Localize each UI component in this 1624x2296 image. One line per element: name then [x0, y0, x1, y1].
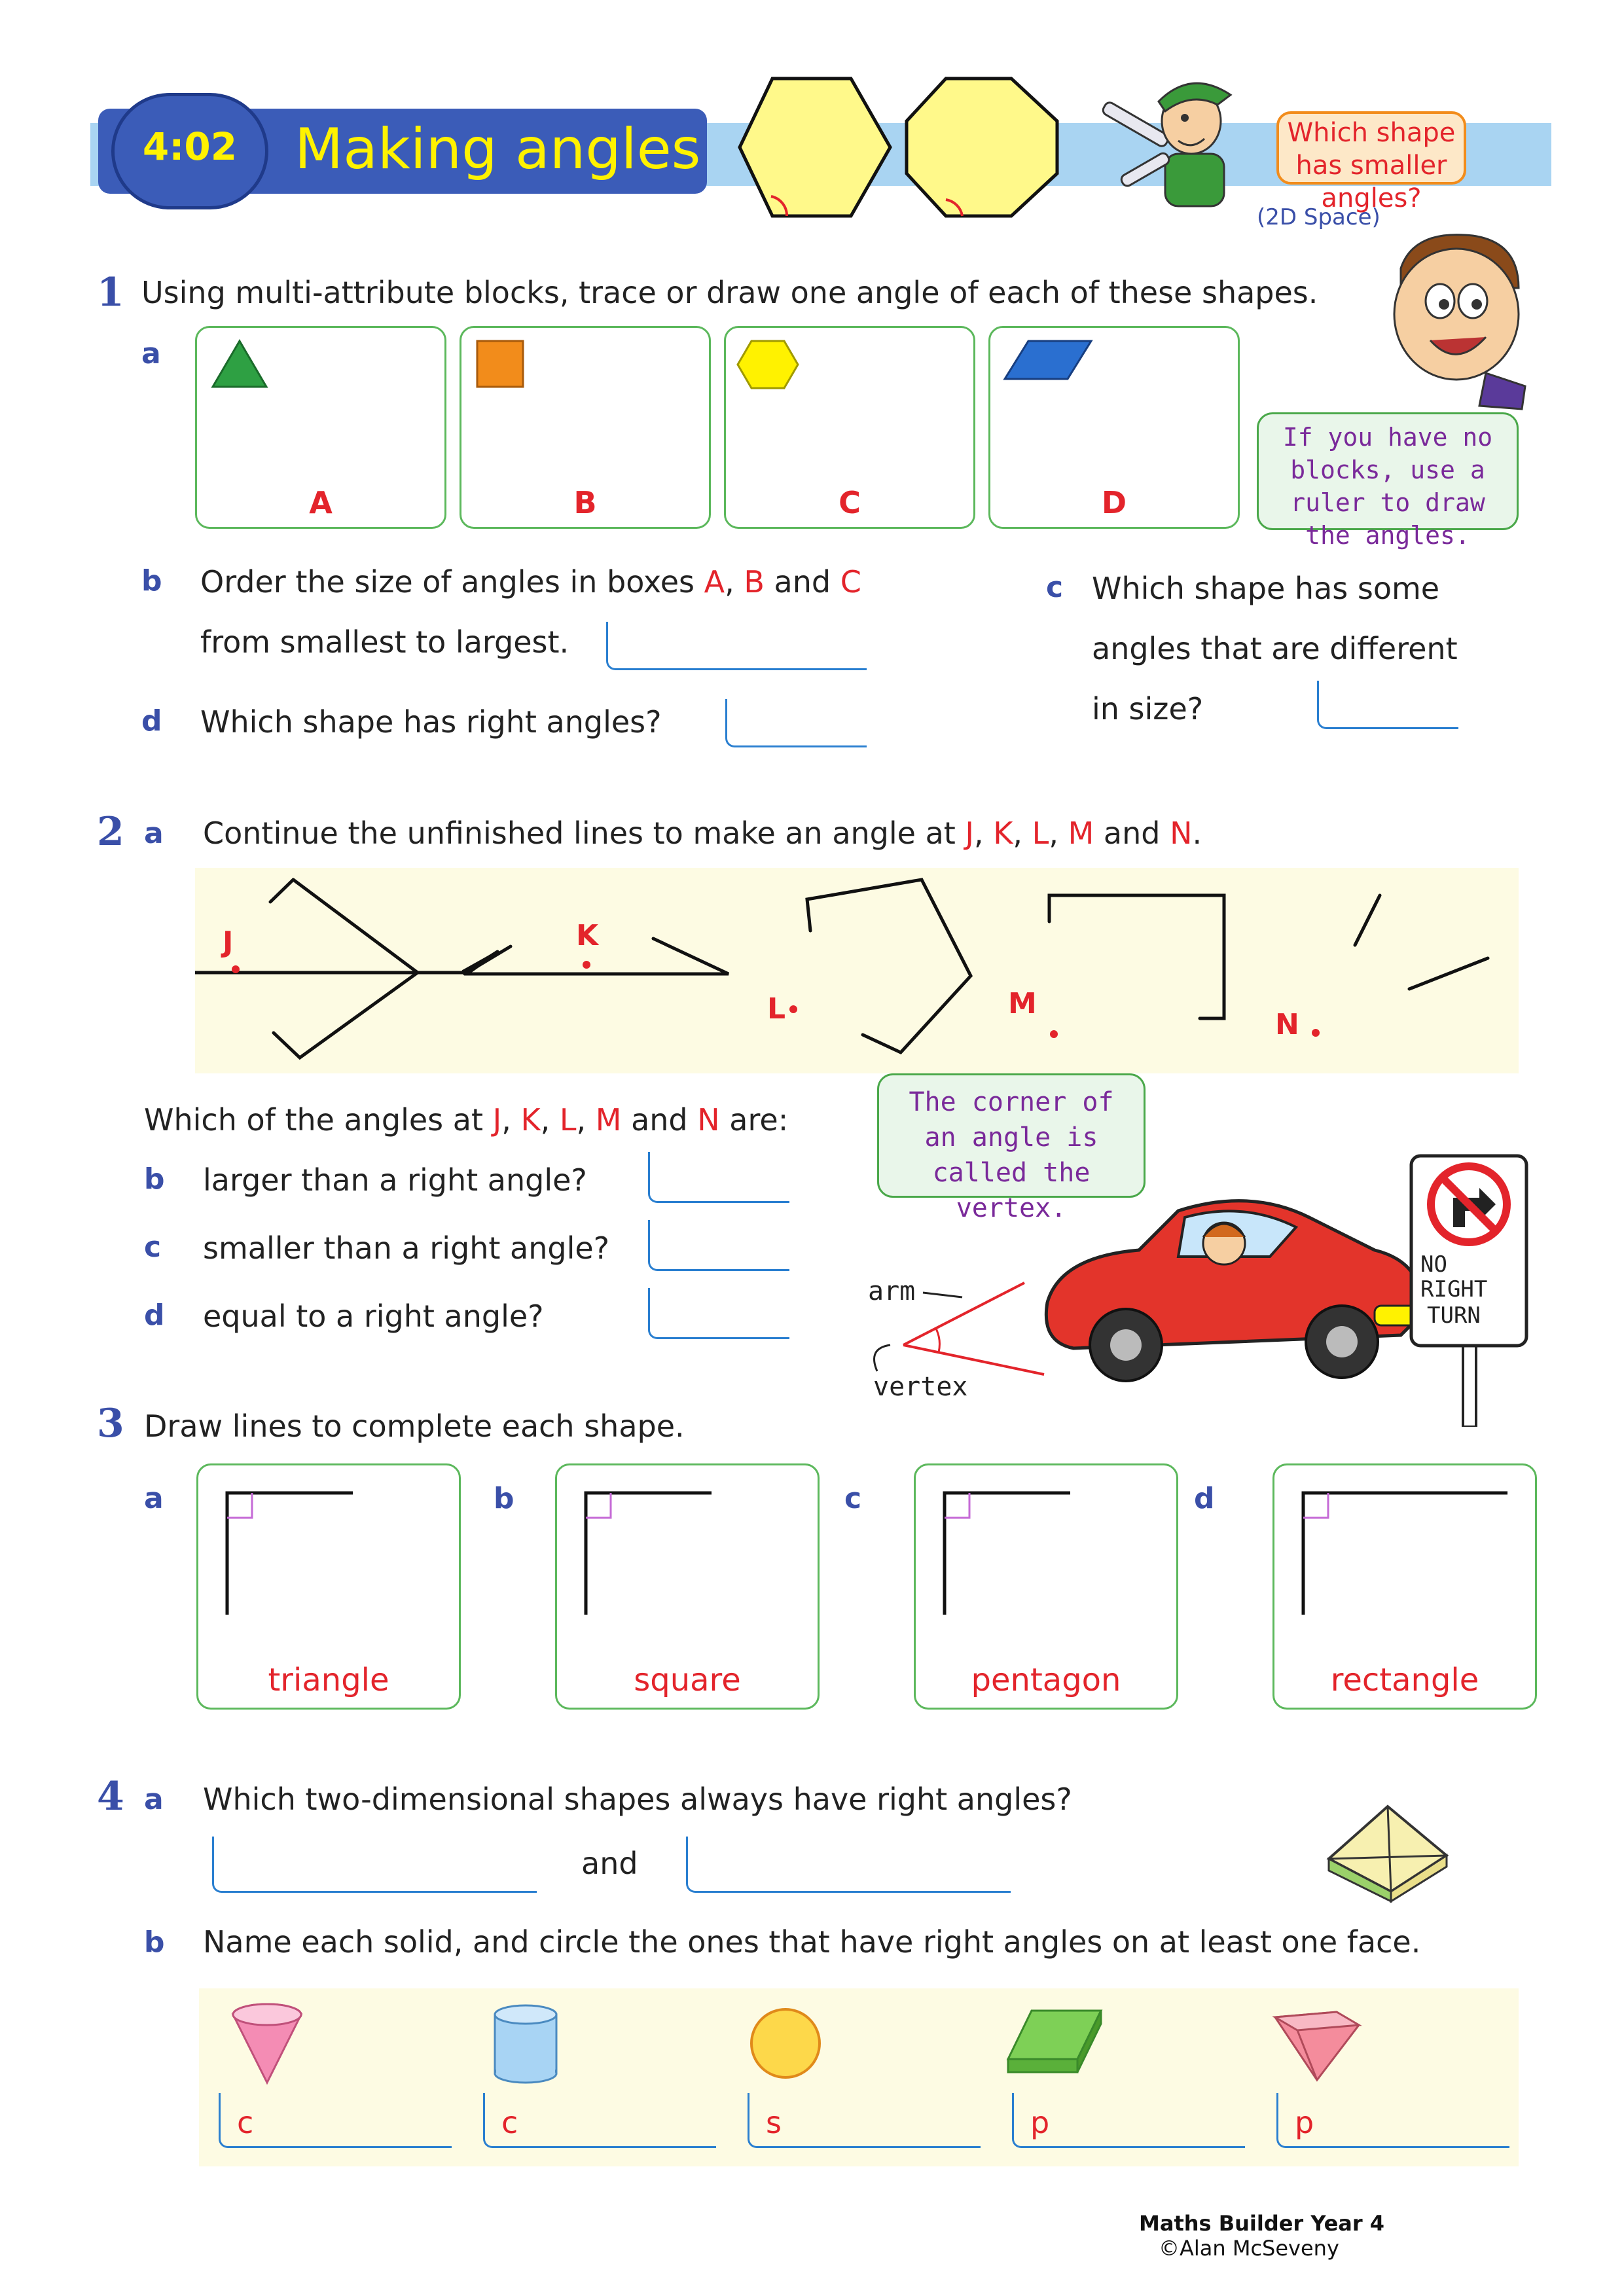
- lesson-code: 4:02: [142, 124, 238, 169]
- point-l: [789, 1005, 797, 1013]
- footer-book-title: Maths Builder Year 4: [1139, 2211, 1385, 2236]
- right-angle-start: [225, 1490, 355, 1621]
- prism-icon: [1005, 2007, 1104, 2079]
- drawing-box-c[interactable]: [724, 326, 975, 529]
- solid-hint-cylinder: c: [501, 2105, 518, 2140]
- q4-part-b-label: b: [144, 1926, 165, 1959]
- strand-label: (2D Space): [1257, 204, 1380, 230]
- q1-part-d-label: d: [141, 704, 162, 738]
- point-k: [583, 961, 590, 969]
- hexagon-block-icon: [735, 338, 801, 391]
- q2-a-end: .: [1192, 816, 1202, 851]
- q1-c-line1: Which shape has some: [1092, 571, 1440, 606]
- shape-box-triangle[interactable]: [196, 1463, 461, 1710]
- point-n: [1312, 1029, 1320, 1037]
- parallelogram-block-icon: [1002, 338, 1094, 384]
- q2-which-k: K: [520, 1102, 541, 1138]
- triangle-block-icon: [210, 338, 269, 391]
- q1-part-a-label: a: [141, 337, 161, 370]
- q2-which-sep-3: ,: [576, 1102, 596, 1138]
- q1-c-answer-field[interactable]: [1317, 681, 1458, 729]
- solid-hint-pyramid: p: [1295, 2105, 1314, 2140]
- header-polygons: [733, 65, 1074, 229]
- q1-b-question-line2: from smallest to largest.: [200, 624, 569, 660]
- q4-a-answer-field-1[interactable]: [212, 1837, 537, 1893]
- q1-b-box-a: A: [704, 564, 725, 600]
- q2-a-letter-n: N: [1170, 816, 1193, 851]
- q2-which-j: J: [492, 1102, 502, 1138]
- angle-n-line-1: [1355, 895, 1380, 945]
- box-label-d: D: [1101, 485, 1127, 520]
- q2-which-n: N: [697, 1102, 720, 1138]
- q1-b-box-b: B: [744, 564, 765, 600]
- boy-with-pencil-illustration: [1080, 65, 1270, 223]
- q4-a-question: Which two-dimensional shapes always have right angles?: [203, 1782, 1072, 1817]
- q2-b-question: larger than a right angle?: [203, 1162, 587, 1198]
- solid-answer-field-cylinder[interactable]: [483, 2093, 716, 2148]
- cone-icon: [228, 2001, 306, 2087]
- car-driver-illustration: [1034, 1191, 1440, 1388]
- sandwich-illustration: [1316, 1793, 1460, 1905]
- q2-c-answer-field[interactable]: [648, 1220, 789, 1271]
- point-j-label: J: [223, 925, 234, 959]
- point-m-label: M: [1008, 987, 1037, 1020]
- q2-a-sep-2: ,: [1013, 816, 1032, 851]
- q4-a-and: and: [581, 1846, 638, 1881]
- q2-a-letter-l: L: [1032, 816, 1049, 851]
- q2-c-question: smaller than a right angle?: [203, 1230, 610, 1266]
- hexagon-shape: [740, 79, 890, 216]
- q1-b-answer-field[interactable]: [606, 622, 867, 670]
- q3-part-d-label: d: [1194, 1482, 1215, 1515]
- q2-part-d-label: d: [144, 1299, 165, 1332]
- q2-which-prompt: [144, 1102, 788, 1138]
- q2-part-a-label: a: [144, 817, 164, 850]
- shape-name-triangle: triangle: [268, 1662, 389, 1698]
- unfinished-angles-figure: [195, 868, 1519, 1073]
- vertex-bubble-text: The corner of an angle is called the vertex.: [909, 1087, 1114, 1223]
- footer-copyright: ©Alan McSeveny: [1159, 2236, 1339, 2261]
- angle-l-lines: [807, 880, 971, 1052]
- q1-b-and: and: [764, 564, 840, 600]
- q2-which-l: L: [559, 1102, 577, 1138]
- q2-a-letter-k: K: [993, 816, 1013, 851]
- right-angle-start: [583, 1490, 714, 1621]
- question-1-number: 1: [97, 270, 124, 315]
- q2-which-and: and: [621, 1102, 698, 1138]
- pyramid-icon: [1271, 2005, 1363, 2084]
- shape-name-pentagon: pentagon: [971, 1662, 1121, 1698]
- sphere-icon: [746, 2004, 825, 2083]
- q1-c-line2: angles that are different: [1092, 631, 1458, 666]
- solid-hint-cone: c: [237, 2105, 254, 2140]
- q2-which-sep-2: ,: [540, 1102, 560, 1138]
- point-l-label: L: [767, 992, 786, 1026]
- q1-c-line3: in size?: [1092, 691, 1204, 726]
- sign-word-turn: TURN: [1427, 1302, 1481, 1329]
- vertex-label: vertex: [873, 1372, 968, 1402]
- sign-word-no: NO: [1420, 1251, 1447, 1278]
- q2-a-letter-j: J: [965, 816, 974, 851]
- octagon-shape: [907, 79, 1057, 216]
- q1-b-comma: ,: [725, 564, 744, 600]
- q1-d-question: Which shape has right angles?: [200, 704, 662, 740]
- point-j: [232, 965, 240, 973]
- tip-bubble-text: If you have no blocks, use a ruler to draw the angles.: [1282, 423, 1493, 550]
- q2-which-sep-1: ,: [501, 1102, 521, 1138]
- q2-a-question: [203, 816, 1202, 851]
- arm-label: arm: [868, 1276, 916, 1306]
- q1-part-b-label: b: [141, 564, 162, 598]
- point-k-label: K: [576, 919, 599, 952]
- q3-part-a-label: a: [144, 1482, 164, 1515]
- shape-box-rectangle[interactable]: [1272, 1463, 1537, 1710]
- solid-hint-sphere: s: [766, 2105, 782, 2140]
- q4-b-question: Name each solid, and circle the ones that have right angles on at least one face.: [203, 1924, 1421, 1960]
- box-label-b: B: [573, 485, 597, 520]
- drawing-box-d[interactable]: [988, 326, 1240, 529]
- sign-word-right: RIGHT: [1420, 1276, 1488, 1302]
- q1-d-answer-field[interactable]: [725, 699, 867, 747]
- shape-box-square[interactable]: [555, 1463, 820, 1710]
- q2-a-letter-m: M: [1068, 816, 1094, 851]
- q2-a-sep-3: ,: [1049, 816, 1068, 851]
- q2-part-b-label: b: [144, 1162, 165, 1196]
- box-label-c: C: [839, 485, 861, 520]
- drawing-box-b[interactable]: [460, 326, 711, 529]
- q2-a-and: and: [1094, 816, 1170, 851]
- shape-name-square: square: [634, 1662, 741, 1698]
- q2-which-text: Which of the angles at: [144, 1102, 493, 1138]
- right-angle-start: [1301, 1490, 1510, 1621]
- question-bubble-text: Which shape has smaller angles?: [1287, 118, 1456, 213]
- q1-b-text: Order the size of angles in boxes: [200, 564, 704, 600]
- question-3-number: 3: [97, 1401, 124, 1446]
- angle-n-line-2: [1409, 958, 1488, 989]
- point-n-label: N: [1275, 1008, 1299, 1041]
- q2-d-answer-field[interactable]: [648, 1288, 789, 1339]
- q4-a-answer-field-2[interactable]: [686, 1837, 1011, 1893]
- solid-answer-field-sphere[interactable]: [748, 2093, 981, 2148]
- q1-b-box-c: C: [840, 564, 861, 600]
- q1-b-question-line1: [200, 564, 861, 600]
- q2-b-answer-field[interactable]: [648, 1152, 789, 1203]
- question-2-number: 2: [97, 809, 124, 855]
- cylinder-icon: [490, 2001, 562, 2087]
- q2-a-text: Continue the unfinished lines to make an angle at: [203, 816, 965, 851]
- angle-j-lines: [274, 880, 418, 1058]
- page-title: Making angles: [295, 117, 701, 182]
- kid-face-illustration: [1375, 229, 1532, 412]
- question-4-number: 4: [97, 1774, 124, 1820]
- vertex-bubble: [877, 1073, 1146, 1223]
- question-3-instruction: Draw lines to complete each shape.: [144, 1408, 685, 1444]
- point-m: [1050, 1030, 1058, 1038]
- q3-part-c-label: c: [844, 1482, 862, 1515]
- solid-hint-prism: p: [1030, 2105, 1050, 2140]
- q2-which-m: M: [595, 1102, 622, 1138]
- q1-part-c-label: c: [1046, 571, 1064, 604]
- shape-name-rectangle: rectangle: [1330, 1662, 1479, 1698]
- q2-which-end: are:: [719, 1102, 789, 1138]
- angle-m-lines: [1049, 895, 1224, 1018]
- tip-bubble: [1257, 412, 1519, 550]
- solid-answer-field-cone[interactable]: [219, 2093, 452, 2148]
- question-1-instruction: Using multi-attribute blocks, trace or draw one angle of each of these shapes.: [141, 275, 1318, 310]
- q3-part-b-label: b: [494, 1482, 514, 1515]
- square-block-icon: [475, 338, 527, 391]
- q2-d-question: equal to a right angle?: [203, 1299, 544, 1334]
- q2-a-sep-1: ,: [974, 816, 994, 851]
- shape-box-pentagon[interactable]: [914, 1463, 1178, 1710]
- right-angle-start: [942, 1490, 1073, 1621]
- drawing-box-a[interactable]: [195, 326, 446, 529]
- q4-part-a-label: a: [144, 1783, 164, 1816]
- box-label-a: A: [309, 485, 333, 520]
- q2-part-c-label: c: [144, 1230, 162, 1264]
